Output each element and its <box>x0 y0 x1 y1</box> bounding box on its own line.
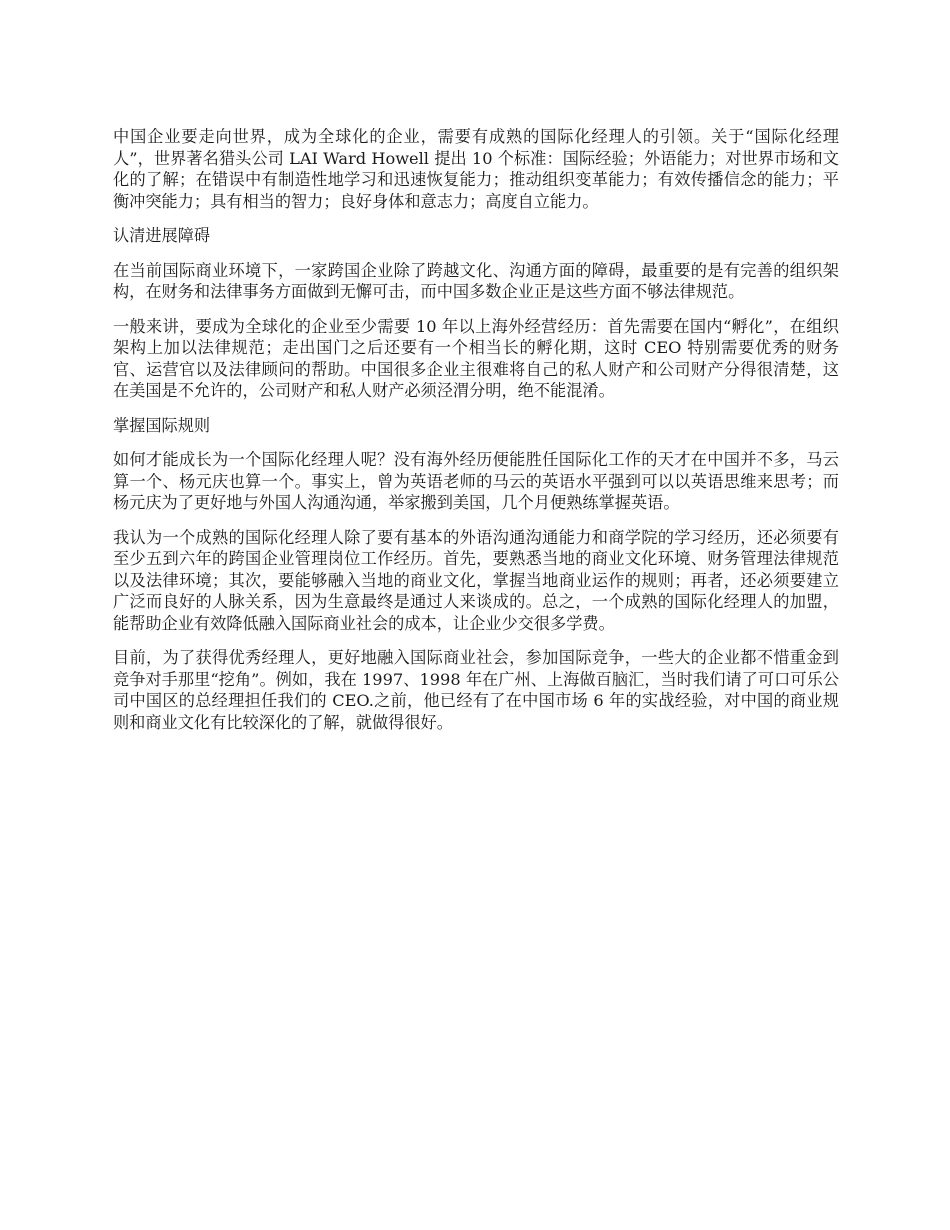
paragraph-example: 目前，为了获得优秀经理人，更好地融入国际商业社会，参加国际竞争，一些大的企业都不惜重金到竞争对手那里“挖角”。例如，我在 1997、1998 年在广州、上海做百脑汇，当时我们请了可口可乐公司中国区的总经理担任我们的 CEO.之前，他已经有了在中国市场 6 年的实战经验，对中国的商业规则和商业文化有比较深化的了解，就做得很好。 <box>113 648 839 732</box>
section-heading-obstacles: 认清进展障碍 <box>113 226 211 245</box>
paragraph-intro: 中国企业要走向世界，成为全球化的企业，需要有成熟的国际化经理人的引领。关于“国际化经理人”，世界著名猎头公司 LAI Ward Howell 提出 10 个标准：国际经验；外语能力；对世界市场和文化的了解；在错误中有制造性地学习和迅速恢复能力；推动组织变革能力；有效传播信念的能力；平衡冲突能力；具有相当的智力；良好身体和意志力；高度自立能力。 <box>113 127 839 211</box>
section-heading-rules: 掌握国际规则 <box>113 415 211 435</box>
paragraph-environment: 在当前国际商业环境下，一家跨国企业除了跨越文化、沟通方面的障碍，最重要的是有完善的组织架构，在财务和法律事务方面做到无懈可击，而中国多数企业正是这些方面不够法律规范。 <box>113 260 839 301</box>
paragraph-talent: 如何才能成长为一个国际化经理人呢？没有海外经历便能胜任国际化工作的天才在中国并不多，马云算一个、杨元庆也算一个。事实上，曾为英语老师的马云的英语水平强到可以以英语思维来思考；而杨元庆为了更好地与外国人沟通沟通，举家搬到美国，几个月便熟练掌握英语。 <box>113 450 839 512</box>
paragraph-incubation: 一般来讲，要成为全球化的企业至少需要 10 年以上海外经营经历：首先需要在国内“孵化”，在组织架构上加以法律规范；走出国门之后还要有一个相当长的孵化期，这时 CEO 特别需要优秀的财务官、运营官以及法律顾问的帮助。中国很多企业主很难将自己的私人财产和公司财产分得很清楚，这在美国是不允许的，公司财产和私人财产必须泾渭分明，绝不能混淆。 <box>113 316 839 400</box>
article-body <box>113 126 839 746</box>
paragraph-mature-manager: 我认为一个成熟的国际化经理人除了要有基本的外语沟通沟通能力和商学院的学习经历，还必须要有至少五到六年的跨国企业管理岗位工作经历。首先，要熟悉当地的商业文化环境、财务管理法律规范以及法律环境；其次，要能够融入当地的商业文化，掌握当地商业运作的规则；再者，还必须要建立广泛而良好的人脉关系，因为生意最终是通过人来谈成的。总之，一个成熟的国际化经理人的加盟，能帮助企业有效降低融入国际商业社会的成本，让企业少交很多学费。 <box>113 527 839 633</box>
